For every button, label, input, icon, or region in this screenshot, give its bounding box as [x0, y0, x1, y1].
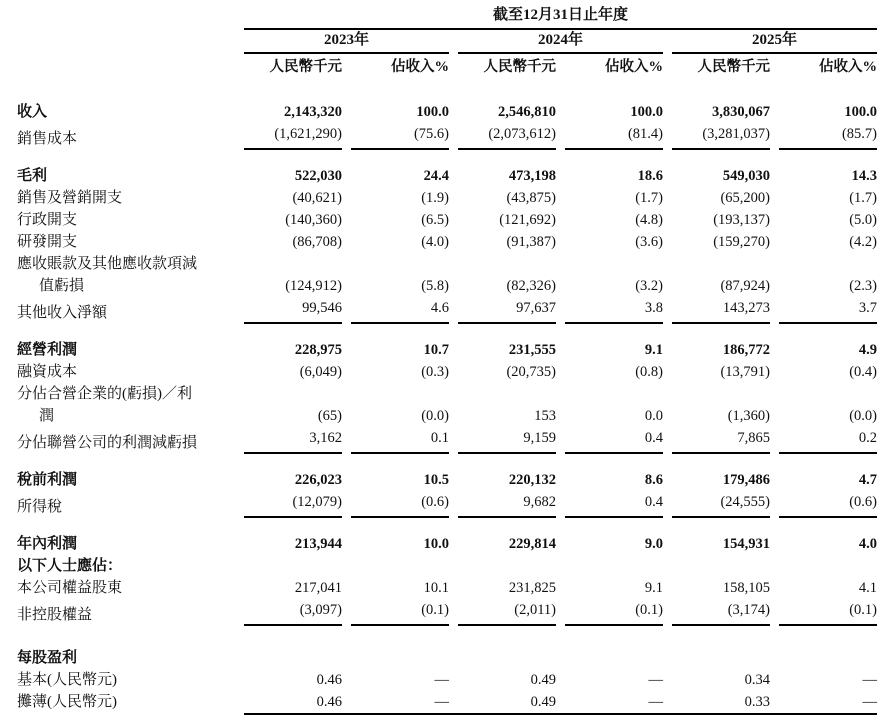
table-body	[17, 101, 877, 717]
cell-value: 154,931	[722, 536, 770, 552]
cell-value: (5.0)	[849, 212, 878, 228]
table-row	[17, 405, 877, 427]
cell-value: (6.5)	[421, 212, 449, 228]
table-row	[17, 491, 877, 518]
cell-value	[565, 647, 663, 669]
cell-value: (0.6)	[351, 491, 449, 518]
cell-empty	[779, 383, 877, 405]
cell-value: 158,105	[722, 580, 770, 596]
section-gap-cell	[17, 518, 877, 533]
cell-value: (3,174)	[672, 599, 770, 626]
year-header-2024: 2024年	[458, 30, 663, 54]
cell-value: (43,875)	[506, 190, 556, 206]
table-row	[17, 231, 877, 253]
cell-value: (2.3)	[849, 278, 878, 294]
row-label-line2: 值虧損	[39, 278, 85, 294]
table-row	[17, 165, 877, 187]
cell-value: (159,270)	[713, 234, 770, 250]
subcol-rmb-2023: 人民幣千元	[269, 59, 342, 75]
cell-value: (4.2)	[849, 234, 878, 250]
subcol-pct-2024: 佔收入%	[605, 59, 663, 75]
row-label: 分佔聯營公司的利潤減虧損	[17, 435, 198, 451]
cell-value: 0.4	[565, 427, 663, 454]
cell-value: 8.6	[644, 472, 663, 488]
cell-empty	[672, 383, 770, 405]
cell-value: 143,273	[672, 297, 770, 324]
cell-value: (1,621,290)	[244, 123, 342, 150]
cell-empty	[244, 383, 342, 405]
cell-value: (1.9)	[421, 190, 449, 206]
subcol-pct-2023: 佔收入%	[391, 59, 449, 75]
row-label: 毛利	[17, 168, 48, 184]
table-row	[17, 691, 877, 713]
table-row	[17, 647, 877, 669]
cell-value: 226,023	[294, 472, 342, 488]
subcol-rmb-2024: 人民幣千元	[483, 59, 556, 75]
cell-value: (1.7)	[635, 190, 663, 206]
cell-value: 0.2	[779, 427, 877, 454]
row-label: 收入	[17, 104, 48, 120]
cell-value: 0.49	[530, 694, 556, 710]
cell-value: (85.7)	[779, 123, 877, 150]
cell-value: (0.0)	[421, 408, 449, 424]
header-label-spacer	[17, 30, 235, 54]
cell-value	[244, 647, 342, 669]
cell-value: 99,546	[244, 297, 342, 324]
cell-value: 2,143,320	[284, 104, 342, 120]
cell-value	[779, 647, 877, 669]
cell-value: 97,637	[458, 297, 556, 324]
row-label: 基本(人民幣元)	[17, 672, 117, 688]
section-gap-cell	[17, 324, 877, 339]
cell-empty	[351, 253, 449, 275]
table-row	[17, 123, 877, 150]
row-label-line1: 應收賬款及其他應收款項減	[17, 256, 198, 272]
cell-value: 9.1	[644, 342, 663, 358]
cell-value: (3.2)	[635, 278, 663, 294]
bottom-rule-label-spacer	[17, 713, 235, 717]
cell-value: 4.1	[858, 580, 878, 596]
cell-empty	[458, 253, 556, 275]
row-label: 以下人士應佔：	[17, 558, 123, 574]
cell-value: (2,073,612)	[458, 123, 556, 150]
cell-value: (81.4)	[565, 123, 663, 150]
table-row	[17, 101, 877, 123]
cell-value: 10.7	[423, 342, 449, 358]
cell-value: (0.1)	[565, 599, 663, 626]
section-gap-cell	[17, 626, 877, 647]
table-row	[17, 253, 877, 275]
section-gap-row	[17, 454, 877, 469]
cell-value: 522,030	[294, 168, 342, 184]
row-label: 每股盈利	[17, 650, 78, 666]
cell-value: 100.0	[844, 104, 878, 120]
table-row	[17, 427, 877, 454]
cell-value: (86,708)	[292, 234, 342, 250]
cell-value: 0.46	[316, 694, 342, 710]
bottom-rule-row	[17, 713, 877, 717]
cell-value: 473,198	[508, 168, 556, 184]
cell-value: —	[862, 694, 878, 710]
cell-value: (193,137)	[713, 212, 770, 228]
cell-value: 9.1	[644, 580, 663, 596]
cell-empty	[565, 253, 663, 275]
cell-value: 24.4	[423, 168, 449, 184]
cell-value: (87,924)	[720, 278, 770, 294]
cell-value: —	[434, 694, 449, 710]
cell-value	[458, 555, 556, 577]
table-row	[17, 297, 877, 324]
cell-value: 9,159	[458, 427, 556, 454]
cell-empty	[244, 253, 342, 275]
cell-empty	[351, 383, 449, 405]
cell-value: 14.3	[851, 168, 878, 184]
cell-value: —	[648, 672, 663, 688]
section-gap-row	[17, 518, 877, 533]
table-row	[17, 209, 877, 231]
row-label: 稅前利潤	[17, 472, 78, 488]
cell-value: —	[648, 694, 663, 710]
cell-value: (3.6)	[635, 234, 663, 250]
row-label: 年內利潤	[17, 536, 78, 552]
row-label: 非控股權益	[17, 607, 93, 623]
cell-value: 0.49	[530, 672, 556, 688]
cell-value: (24,555)	[672, 491, 770, 518]
cell-value: (0.6)	[779, 491, 877, 518]
cell-value	[351, 555, 449, 577]
period-header-row	[17, 5, 877, 30]
cell-value: (140,360)	[285, 212, 342, 228]
row-label: 所得稅	[17, 499, 63, 515]
cell-value: 3.8	[565, 297, 663, 324]
row-label: 本公司權益股東	[17, 580, 123, 596]
cell-value: 231,555	[508, 342, 556, 358]
table-row	[17, 669, 877, 691]
cell-value: 4.0	[858, 536, 878, 552]
cell-value: 228,975	[294, 342, 342, 358]
cell-value	[672, 647, 770, 669]
cell-empty	[779, 253, 877, 275]
cell-value: 549,030	[722, 168, 770, 184]
cell-value: (1.7)	[849, 190, 878, 206]
cell-value: 179,486	[722, 472, 770, 488]
cell-value: (6,049)	[299, 364, 342, 380]
cell-empty	[672, 253, 770, 275]
table-row	[17, 383, 877, 405]
row-label: 行政開支	[17, 212, 78, 228]
year-header-2025: 2025年	[672, 30, 877, 54]
cell-value: (3,097)	[244, 599, 342, 626]
cell-value: (5.8)	[421, 278, 449, 294]
cell-value: (40,621)	[292, 190, 342, 206]
table-row	[17, 187, 877, 209]
header-label-spacer	[17, 54, 235, 77]
cell-value: 10.0	[423, 536, 449, 552]
cell-value: (82,326)	[506, 278, 556, 294]
cell-value: 7,865	[672, 427, 770, 454]
row-label: 經營利潤	[17, 342, 78, 358]
cell-value: 9,682	[458, 491, 556, 518]
cell-value: (75.6)	[351, 123, 449, 150]
cell-value: —	[434, 672, 449, 688]
cell-value: (3,281,037)	[672, 123, 770, 150]
header-gap-row	[17, 77, 877, 101]
table-row	[17, 275, 877, 297]
cell-value: 100.0	[416, 104, 449, 120]
cell-value: (12,079)	[244, 491, 342, 518]
cell-value: 0.46	[316, 672, 342, 688]
cell-value: (20,735)	[506, 364, 556, 380]
cell-value: (0.0)	[849, 408, 878, 424]
cell-value: 213,944	[294, 536, 342, 552]
cell-value: (4.0)	[421, 234, 449, 250]
cell-value: 231,825	[508, 580, 556, 596]
cell-value: (0.1)	[351, 599, 449, 626]
cell-value: 0.34	[744, 672, 770, 688]
cell-value: 0.33	[744, 694, 770, 710]
cell-value: (0.1)	[779, 599, 877, 626]
cell-empty	[565, 383, 663, 405]
cell-value: 18.6	[637, 168, 663, 184]
row-label: 研發開支	[17, 234, 78, 250]
section-gap-row	[17, 324, 877, 339]
cell-value: 10.1	[423, 580, 449, 596]
cell-value: 153	[534, 408, 556, 424]
cell-value: 4.7	[858, 472, 878, 488]
row-label: 銷售成本	[17, 131, 78, 147]
cell-value: (0.8)	[635, 364, 663, 380]
cell-value: 4.6	[351, 297, 449, 324]
cell-value: 217,041	[294, 580, 342, 596]
cell-value: 220,132	[508, 472, 556, 488]
cell-value: 0.4	[565, 491, 663, 518]
table-row	[17, 555, 877, 577]
cell-value: (4.8)	[635, 212, 663, 228]
cell-empty	[458, 383, 556, 405]
section-gap-row	[17, 150, 877, 165]
cell-value: (91,387)	[506, 234, 556, 250]
cell-value: 3,830,067	[712, 104, 770, 120]
cell-value	[244, 555, 342, 577]
cell-value: (0.4)	[849, 364, 878, 380]
cell-value: 0.0	[644, 408, 663, 424]
cell-value: 3,162	[244, 427, 342, 454]
table-row	[17, 339, 877, 361]
table-row	[17, 533, 877, 555]
cell-value: 0.1	[351, 427, 449, 454]
table-row	[17, 599, 877, 626]
income-statement-table	[8, 5, 886, 717]
year-header-2023: 2023年	[244, 30, 449, 54]
cell-value: (13,791)	[720, 364, 770, 380]
cell-value: (65)	[317, 408, 342, 424]
cell-value: 10.5	[423, 472, 449, 488]
section-gap-cell	[17, 454, 877, 469]
table-row	[17, 577, 877, 599]
subcol-rmb-2025: 人民幣千元	[697, 59, 770, 75]
cell-value	[672, 555, 770, 577]
table-row	[17, 361, 877, 383]
cell-value	[779, 555, 877, 577]
cell-value: (65,200)	[720, 190, 770, 206]
row-label-line2: 潤	[39, 408, 55, 424]
row-label: 融資成本	[17, 364, 78, 380]
period-title: 截至12月31日止年度	[244, 5, 877, 30]
cell-value: 9.0	[644, 536, 663, 552]
cell-value: (1,360)	[727, 408, 770, 424]
cell-value: 229,814	[508, 536, 556, 552]
cell-value: (0.3)	[421, 364, 449, 380]
cell-value: 3.7	[779, 297, 877, 324]
cell-value	[458, 647, 556, 669]
subcol-pct-2025: 佔收入%	[819, 59, 878, 75]
cell-value: 186,772	[722, 342, 770, 358]
bottom-rule	[244, 713, 877, 717]
cell-value: 4.9	[858, 342, 878, 358]
section-gap-row	[17, 626, 877, 647]
cell-value: (121,692)	[499, 212, 556, 228]
section-gap-cell	[17, 150, 877, 165]
cell-value	[565, 555, 663, 577]
header-label-spacer	[17, 5, 235, 30]
cell-value: (124,912)	[285, 278, 342, 294]
row-label: 其他收入淨額	[17, 305, 108, 321]
row-label-line1: 分佔合營企業的(虧損)／利	[17, 386, 192, 402]
cell-value: —	[862, 672, 878, 688]
year-header-row	[17, 30, 877, 54]
row-label: 銷售及營銷開支	[17, 190, 123, 206]
cell-value: (2,011)	[458, 599, 556, 626]
cell-value	[351, 647, 449, 669]
table-row	[17, 469, 877, 491]
cell-value: 100.0	[630, 104, 663, 120]
row-label: 攤薄(人民幣元)	[17, 694, 117, 710]
cell-value: 2,546,810	[498, 104, 556, 120]
subcolumn-header-row	[17, 54, 877, 77]
